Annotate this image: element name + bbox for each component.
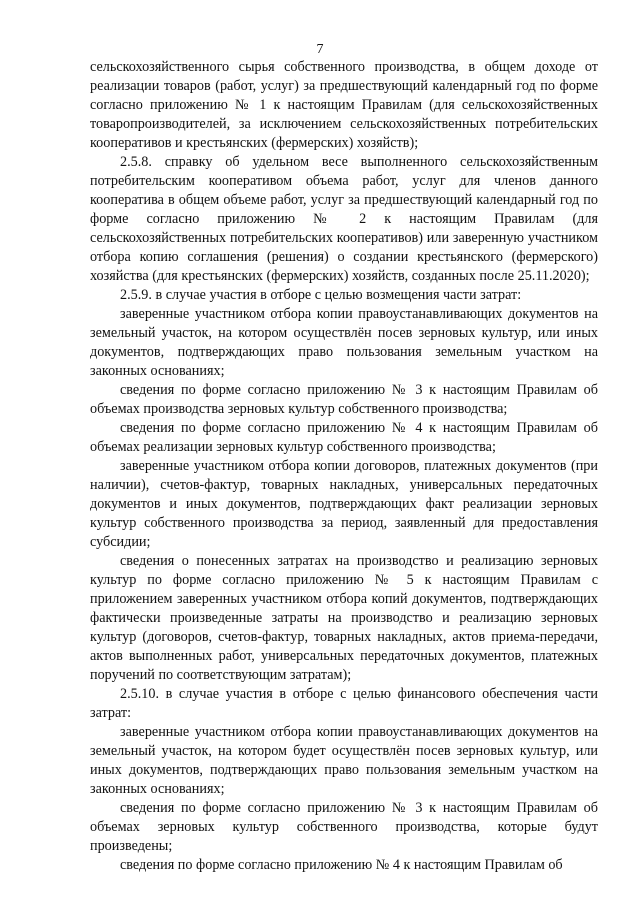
paragraph: 2.5.9. в случае участия в отборе с целью возмещения части затрат: <box>120 287 522 303</box>
page-number: 7 <box>316 42 324 57</box>
paragraph: сведения по форме согласно приложению № 3 к настоящим Правилам об объемах производства зерновых культур собственного производства; <box>90 382 598 417</box>
paragraph: 2.5.10. в случае участия в отборе с целью финансового обеспечения части затрат: <box>90 686 598 721</box>
paragraph: сведения по форме согласно приложению № 4 к настоящим Правилам об объемах реализации зерновых культур собственного производства; <box>90 420 598 455</box>
paragraph: заверенные участником отбора копии договоров, платежных документов (при наличии), счетов-фактур, товарных накладных, универсальных передаточных документов и иных документов, подтверждающих факт реализации зерновых культур собственного производства за период, заявленный для предоставления субсидии; <box>90 458 598 550</box>
document-body <box>90 58 598 875</box>
paragraph: сведения о понесенных затратах на производство и реализацию зерновых культур по форме согласно приложению № 5 к настоящим Правилам с приложением заверенных участником отбора копий документов, подтверждающих фактически произведенные затраты на производство и реализацию зерновых культур (договоров, счетов-фактур, товарных накладных, актов приема-передачи, актов выполненных работ, универсальных передаточных документов, платежных поручений по соответствующим затратам); <box>90 553 598 683</box>
paragraph: заверенные участником отбора копии правоустанавливающих документов на земельный участок, на котором будет осуществлён посев зерновых культур, или иных документов, подтверждающих право пользования земельным участком на законных основаниях; <box>90 724 598 797</box>
paragraph: сведения по форме согласно приложению № 4 к настоящим Правилам об <box>120 857 563 873</box>
paragraph: 2.5.8. справку об удельном весе выполненного сельскохозяйственным потребительским кооперативом объема работ, услуг для членов данного кооператива в общем объеме работ, услуг за предшествующий календарный год по форме согласно приложению № 2 к настоящим Правилам (для сельскохозяйственных потребительских кооперативов) или заверенную участником отбора копию соглашения (решения) о создании крестьянского (фермерского) хозяйства (для крестьянских (фермерских) хозяйств, созданных после 25.11.2020); <box>90 154 598 284</box>
paragraph: сведения по форме согласно приложению № 3 к настоящим Правилам об объемах зерновых культур собственного производства, которые будут произведены; <box>90 800 598 854</box>
paragraph: заверенные участником отбора копии правоустанавливающих документов на земельный участок, на котором осуществлён посев зерновых культур, или иных документов, подтверждающих право пользования земельным участком на законных основаниях; <box>90 306 598 379</box>
paragraph: сельскохозяйственного сырья собственного производства, в общем доходе от реализации товаров (работ, услуг) за предшествующий календарный год по форме согласно приложению № 1 к настоящим Правилам (для сельскохозяйственных товаропроизводителей, за исключением сельскохозяйственных потребительских кооперативов и крестьянских (фермерских) хозяйств); <box>90 59 598 151</box>
